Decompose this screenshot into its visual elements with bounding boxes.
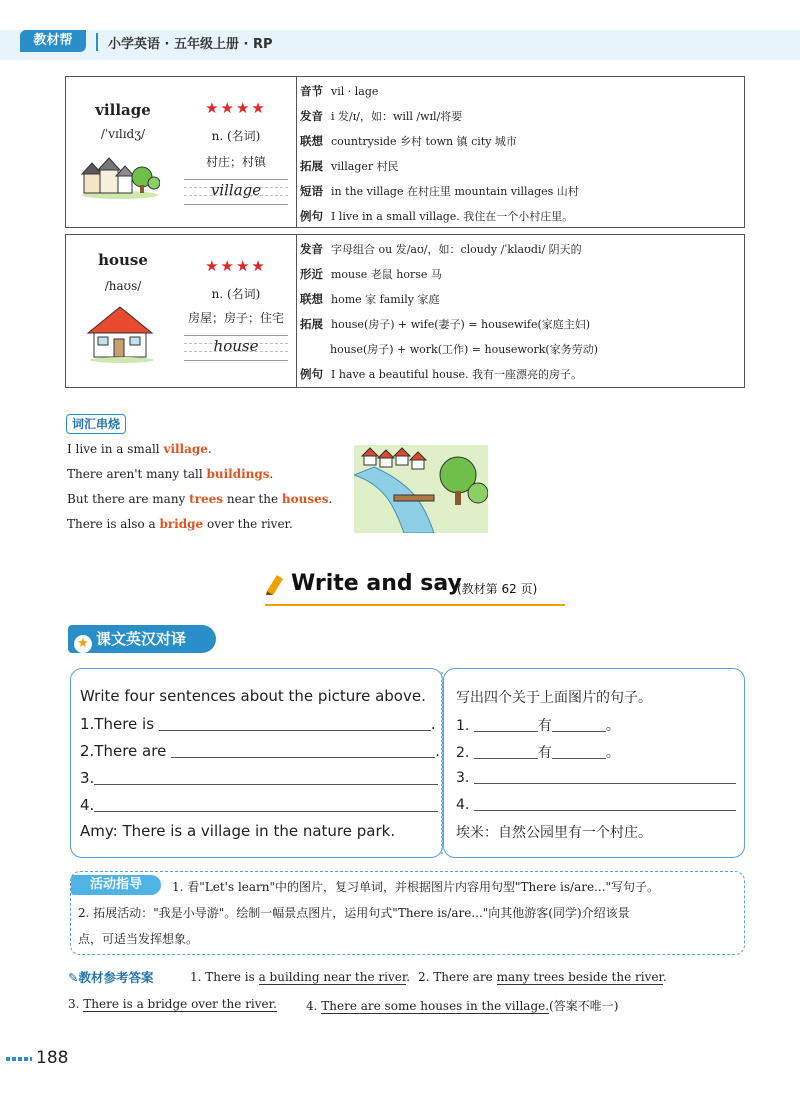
en-line-2: 2.There are .: [80, 742, 440, 760]
word-card-left: [66, 77, 297, 227]
activity-line-1: 1. 看"Let's learn"中的图片，复习单词，并根据图片内容用句型"There is/are..."写句子。: [172, 880, 660, 894]
handwriting-lines: [184, 335, 288, 361]
vocab-chain-label: 词汇串烧: [66, 414, 126, 434]
series-title: 小学英语 · 五年级上册 · RP: [108, 37, 273, 52]
detail-row: 发音 字母组合 ou 发/aʊ/，如：cloudy /ˈklaʊdi/ 阴天的: [300, 242, 582, 256]
detail-row: 拓展 villager 村民: [300, 159, 399, 173]
zh-instruction: 写出四个关于上面图片的句子。: [456, 690, 652, 706]
zh-line-1: 1. 有 。: [456, 718, 620, 734]
activity-line-3: 点，可适当发挥想象。: [78, 932, 199, 946]
detail-row: 例句 I have a beautiful house. 我有一座漂亮的房子。: [300, 367, 583, 381]
detail-row: 音节 vil · lage: [300, 84, 379, 98]
header-divider: [96, 33, 98, 51]
page-number-dots: [6, 1057, 32, 1061]
detail-row: 形近 mouse 老鼠 horse 马: [300, 267, 442, 281]
village-illustration: [80, 155, 160, 199]
en-line-3: 3.: [80, 769, 438, 787]
activity-line-2: 2. 拓展活动："我是小导游"。绘制一幅景点图片，运用句式"There is/are..."向其他游客(同学)介绍该景: [78, 906, 630, 920]
star-icon: ★: [74, 635, 92, 653]
answer-4: 4. There are some houses in the village.(答案不唯一): [306, 999, 619, 1013]
activity-tag: 活动指导: [71, 875, 161, 895]
detail-row: 拓展 house(房子) + wife(妻子) = housewife(家庭主妇): [300, 317, 591, 331]
en-line-4: 4.: [80, 796, 438, 814]
english-page: [70, 668, 443, 858]
detail-row: 联想 countryside 乡村 town 镇 city 城市: [300, 134, 517, 148]
chain-sentence: There aren't many tall buildings.: [67, 467, 274, 481]
answer-label: ✎教材参考答案: [68, 970, 154, 985]
zh-line-4: 4.: [456, 796, 736, 813]
chain-sentence: But there are many trees near the houses.: [67, 492, 333, 506]
chain-sentence: I live in a small village.: [67, 442, 212, 456]
section-subtitle: (教材第 62 页): [457, 582, 538, 596]
en-instruction: Write four sentences about the picture above.: [80, 687, 426, 705]
en-amy-sentence: Amy: There is a village in the nature park.: [80, 822, 396, 840]
word-card-house: [65, 234, 745, 388]
word-card-left: [66, 235, 297, 387]
frequency-stars: ★★★★: [205, 99, 267, 117]
translation-banner: ★ 课文英汉对译: [68, 625, 216, 653]
detail-row: 例句 I live in a small village. 我住在一个小村庄里。: [300, 209, 574, 223]
house-illustration: [86, 303, 158, 365]
word-detail-rows: [300, 79, 740, 229]
chinese-page: [443, 668, 745, 858]
detail-row: house(房子) + work(工作) = housework(家务劳动): [330, 343, 598, 356]
word-headword: house: [98, 251, 148, 269]
answer-1: 1. There is a building near the river.: [190, 970, 411, 984]
handwriting-word: village: [210, 181, 262, 199]
word-ipa: /ˈvɪlɪdʒ/: [100, 127, 146, 141]
section-title: Write and say: [291, 571, 462, 596]
detail-row: 联想 home 家 family 家庭: [300, 292, 440, 306]
answer-3: 3. There is a bridge over the river.: [68, 997, 277, 1011]
zh-line-3: 3.: [456, 769, 736, 786]
detail-row: 短语 in the village 在村庄里 mountain villages 山村: [300, 184, 579, 198]
chain-sentence: There is also a bridge over the river.: [67, 517, 293, 531]
handwriting-lines: [184, 179, 288, 205]
part-of-speech: n. (名词): [211, 287, 261, 301]
detail-row: 发音 i 发/ɪ/，如：will /wɪl/将要: [300, 109, 463, 123]
word-detail-rows: [300, 237, 740, 387]
page-number: 188: [36, 1048, 69, 1068]
zh-line-2: 2. 有 。: [456, 745, 620, 761]
word-meaning: 村庄；村镇: [205, 155, 266, 169]
frequency-stars: ★★★★: [205, 257, 267, 275]
word-ipa: /haʊs/: [104, 279, 142, 293]
pencil-icon: [263, 573, 285, 595]
part-of-speech: n. (名词): [211, 129, 261, 143]
village-river-illustration: [354, 445, 488, 533]
book-tag: 教材帮: [20, 30, 86, 52]
word-headword: village: [95, 101, 151, 119]
en-line-1: 1.There is .: [80, 715, 436, 733]
word-meaning: 房屋；房子；住宅: [187, 311, 284, 325]
handwriting-word: house: [213, 337, 259, 355]
key-icon: ✎: [68, 970, 79, 985]
word-card-village: [65, 76, 745, 228]
zh-amy-sentence: 埃米：自然公园里有一个村庄。: [456, 825, 652, 841]
answer-2: 2. There are many trees beside the river.: [418, 970, 667, 984]
